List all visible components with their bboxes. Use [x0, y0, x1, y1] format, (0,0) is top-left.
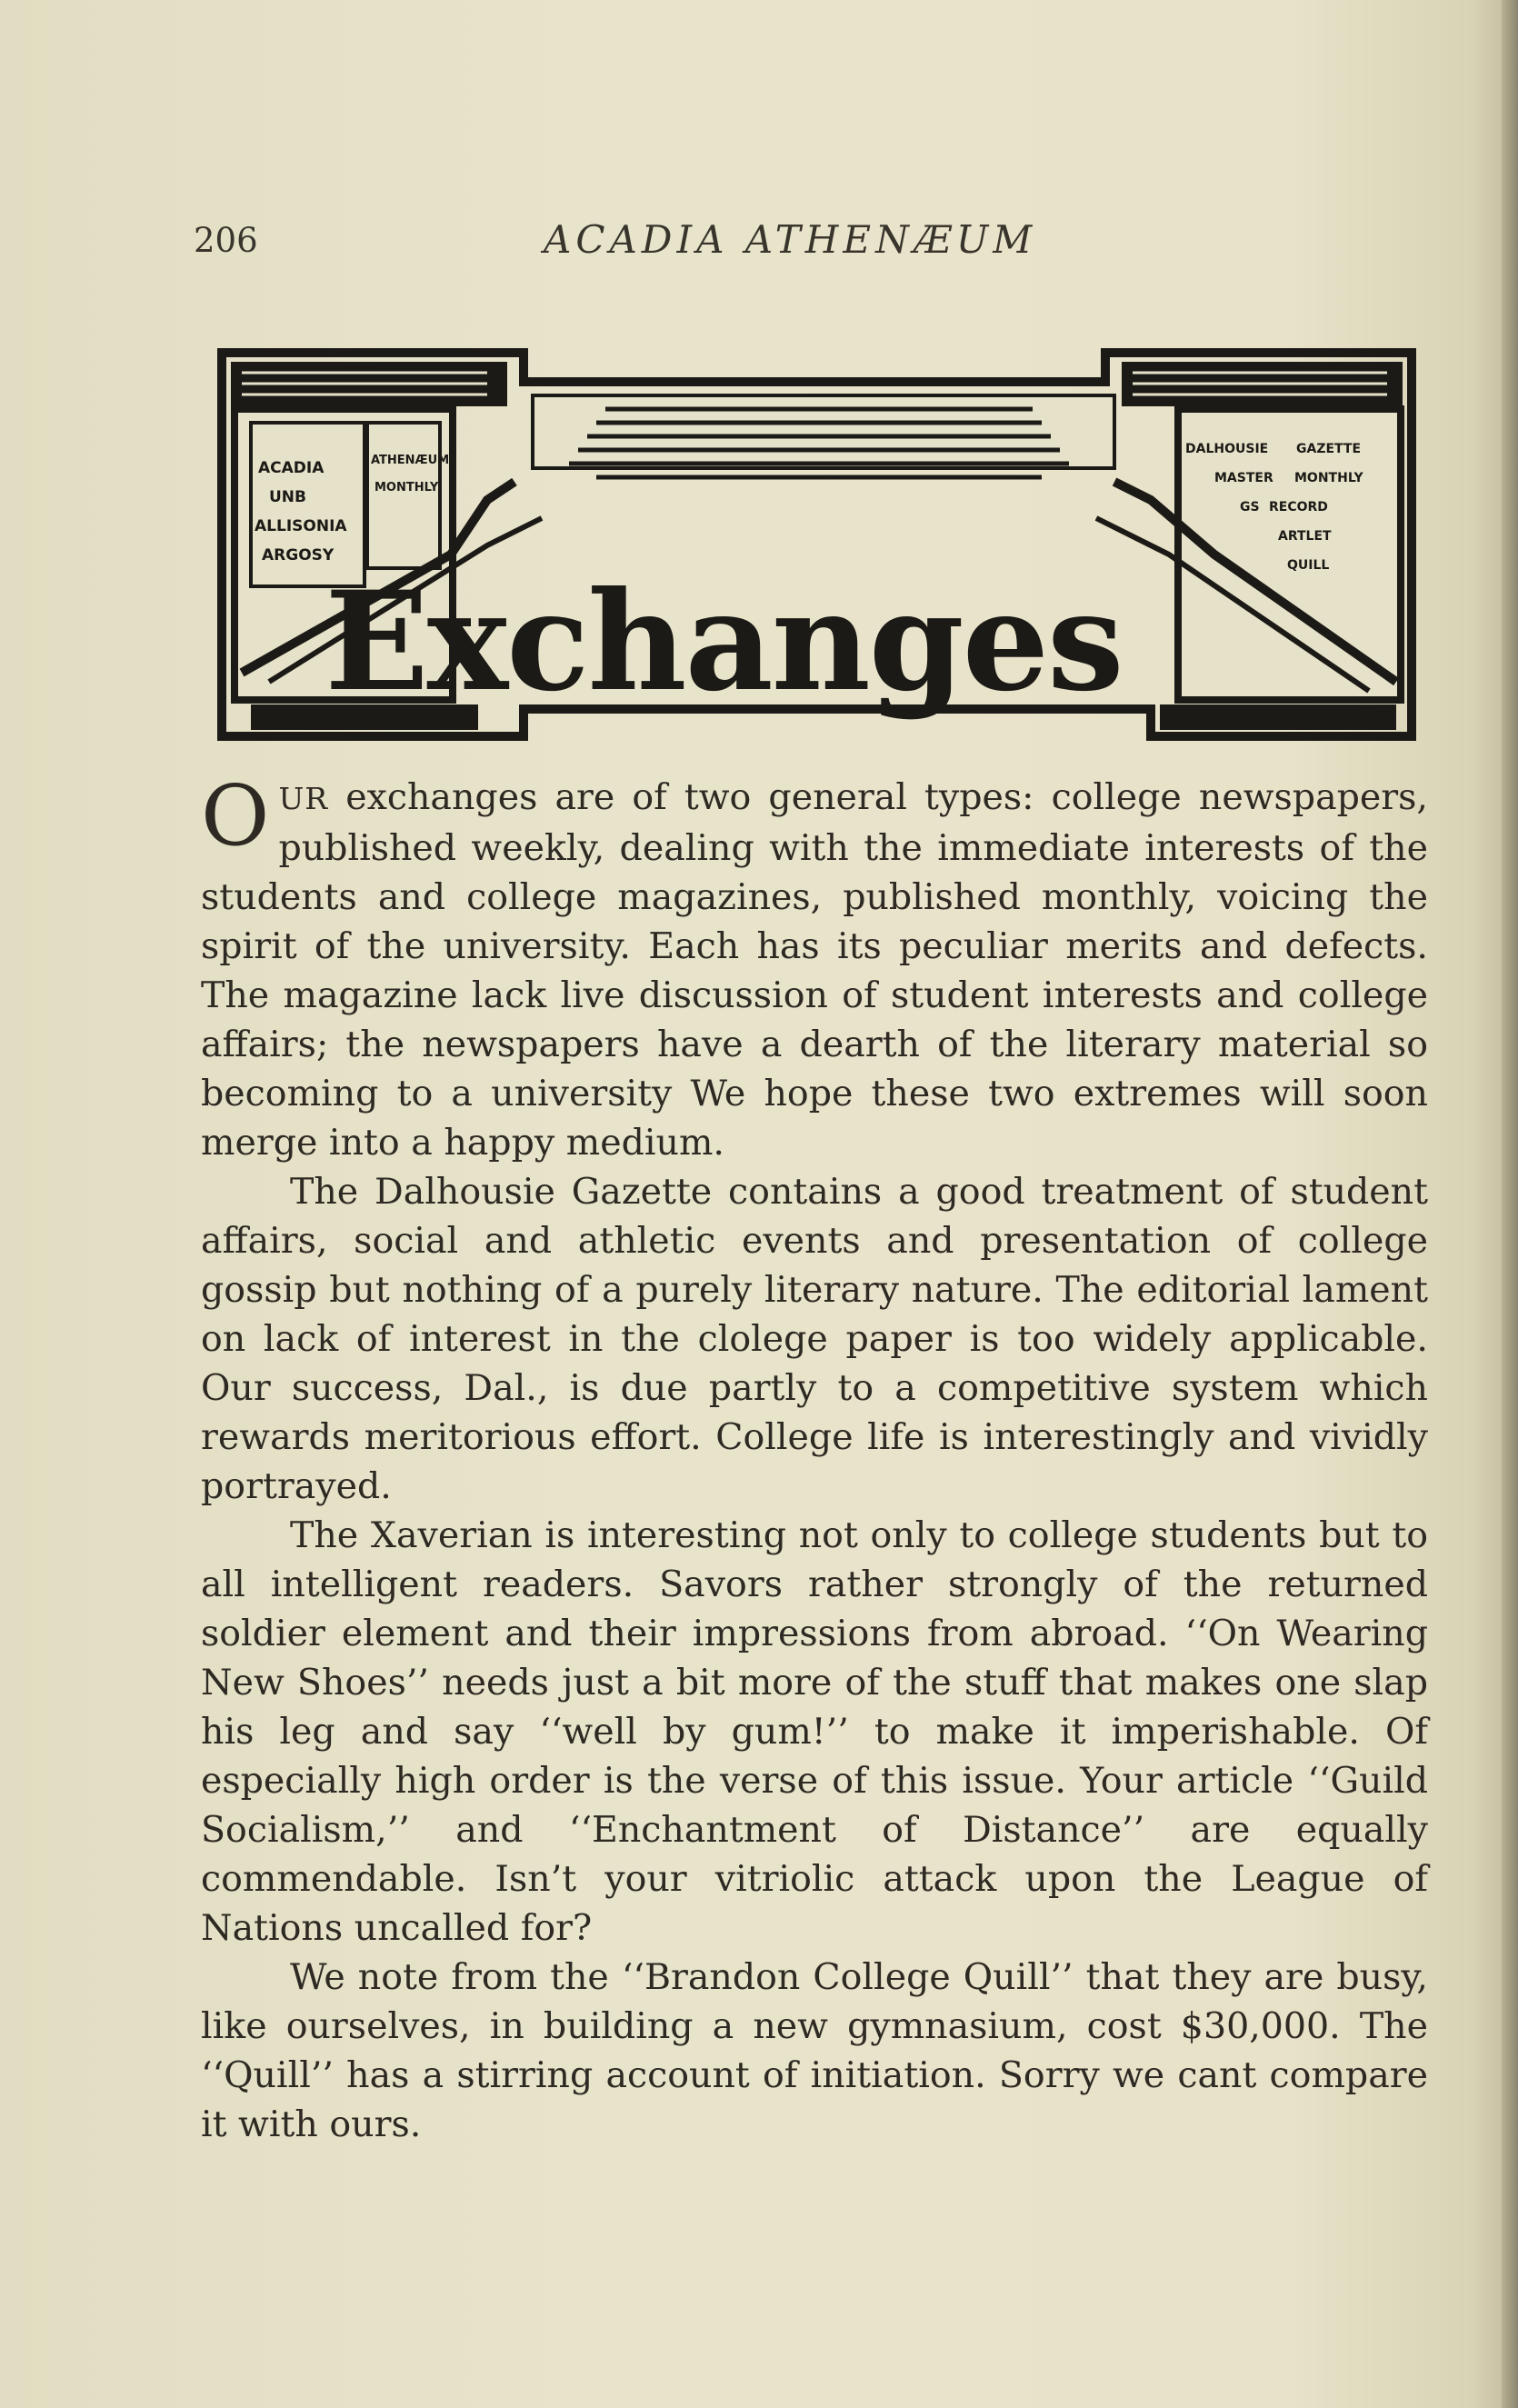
svg-text:ATHENÆUM: ATHENÆUM — [371, 454, 450, 467]
svg-text:DALHOUSIE: DALHOUSIE — [1185, 442, 1269, 456]
paragraph-1-text: exchanges are of two general types: college newspapers, published weekly, dealing with the immediate interests of the students and college magazines, published monthly, voicing the spirit of the university. Each has its peculiar merits and defects. The magazine lack live discussion of student interests and college affairs; the newspapers have a dearth of the literary material so becoming to a university We hope these two extremes will soon merge into a happy medium. — [201, 776, 1428, 1164]
drop-cap: O — [201, 767, 270, 864]
running-head — [194, 217, 1430, 275]
svg-text:UNB: UNB — [269, 488, 306, 506]
page-number: 206 — [194, 221, 258, 260]
svg-text:MONTHLY: MONTHLY — [1294, 471, 1363, 485]
paragraph-1 — [201, 767, 1428, 1167]
svg-text:ACADIA: ACADIA — [258, 459, 325, 477]
journal-title: ACADIA ATHENÆUM — [544, 217, 1037, 262]
svg-text:RECORD: RECORD — [1269, 500, 1328, 515]
exchanges-banner — [215, 345, 1419, 750]
svg-text:GAZETTE: GAZETTE — [1296, 442, 1362, 456]
svg-text:ARGOSY: ARGOSY — [262, 546, 335, 565]
paragraph-3: The Xaverian is interesting not only to college students but to all intelligent readers. Savors rather strongly of the returned soldier element and their impressions from abroad. ‘‘On Wearing New Shoes’’ needs just a bit more of the stuff that makes one slap his leg and say ‘‘well by gum!’’ to make it imperishable. Of especially high order is the verse of this issue. Your article ‘‘Guild Socialism,’’ and ‘‘Enchantment of Distance’’ are equally commendable. Isn’t your vitriolic attack upon the League of Nations uncalled for? — [201, 1514, 1428, 1949]
page-edge — [1502, 0, 1518, 2408]
svg-text:ALLISONIA: ALLISONIA — [255, 517, 347, 535]
svg-text:ARTLET: ARTLET — [1278, 529, 1332, 544]
article-body — [201, 767, 1428, 2149]
svg-text:MASTER: MASTER — [1214, 471, 1273, 485]
paragraph-4: We note from the ‘‘Brandon College Quill’’ that they are busy, like ourselves, in building a new gymnasium, cost $30,000. The ‘‘Quill’’ has a stirring account of initiation. Sorry we cant compare it with ours. — [201, 1956, 1428, 2145]
svg-text:GS: GS — [1240, 500, 1260, 515]
svg-text:QUILL: QUILL — [1287, 558, 1330, 573]
banner-illustration — [215, 345, 1419, 750]
first-word-rest: UR — [278, 781, 329, 816]
paragraph-2: The Dalhousie Gazette contains a good treatment of student affairs, social and athletic events and presentation of college gossip but nothing of a purely literary nature. The editorial lament on lack of interest in the clolege paper is too widely applicable. Our success, Dal., is due partly to a competitive system which rewards meritorious effort. College life is interestingly and vividly portrayed. — [201, 1171, 1428, 1507]
svg-text:MONTHLY: MONTHLY — [375, 481, 439, 495]
banner-heading: Exchanges — [325, 562, 1123, 722]
